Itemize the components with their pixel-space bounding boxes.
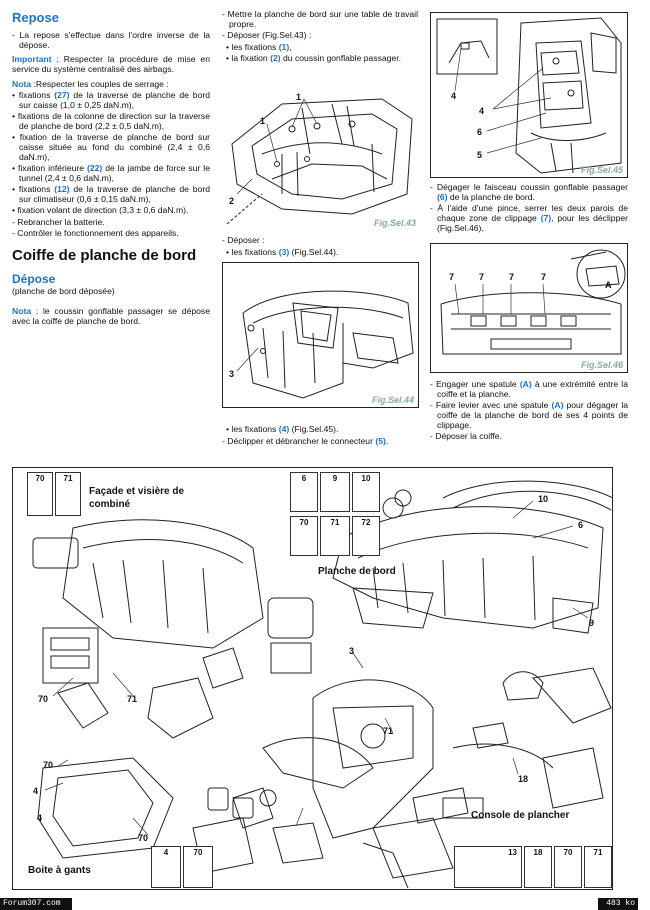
figure-43: [222, 84, 420, 230]
callout-7: 7: [479, 272, 485, 282]
repose-text: - La repose s'effectue dans l'ordre inverse de la dépose.: [12, 30, 211, 51]
mid-step-3-item: • les fixations (3) (Fig.Sel.44).: [226, 246, 339, 257]
part-tile: 10: [352, 472, 380, 512]
callout-a: A: [605, 280, 612, 290]
fig-label: Fig.Sel.45: [580, 164, 623, 175]
right-step-2: - À l'aide d'une pince, serrer les deux parois de chaque zone de clippage (7), pour les déclipper (Fig.Sel.46).: [430, 202, 628, 233]
callout: 70: [138, 833, 149, 843]
figure-46: [430, 243, 628, 373]
callout-5: 5: [477, 150, 483, 160]
callout-7: 7: [449, 272, 455, 282]
label-planche: Planche de bord: [318, 566, 396, 577]
middle-column-3: [222, 425, 418, 449]
middle-column-2: [222, 236, 418, 260]
part-tile: 71: [320, 516, 350, 556]
torque-item: • fixation volant de direction (3,3 ± 0,6 daN.m).: [12, 204, 189, 215]
callout-2: 2: [229, 196, 235, 206]
callout: 9: [589, 618, 595, 628]
part-tile: 70: [290, 516, 318, 556]
label-facade: Façade et visière de combiné: [89, 486, 185, 510]
callout-7: 7: [509, 272, 515, 282]
fig-label: Fig.Sel.46: [580, 359, 623, 370]
label-boite: Boite à gants: [28, 865, 91, 876]
mid-step-5: - Déclipper et débrancher le connecteur (5).: [222, 435, 389, 446]
callout: 71: [383, 726, 394, 736]
part-tile: 71: [584, 846, 612, 888]
final-steps: [12, 218, 210, 239]
callout: 70: [43, 760, 54, 770]
right-step-5: - Déposer la coiffe.: [430, 430, 502, 441]
final-step: - Rebrancher la batterie.: [12, 216, 105, 227]
torque-item: • fixation inférieure (22) de la jambe de force sur le tunnel (2,4 ± 0,6 daN.m),: [12, 162, 210, 183]
callout-1: 1: [260, 116, 266, 126]
mid-step-4-item: • les fixations (4) (Fig.Sel.45).: [226, 424, 339, 434]
callout: 18: [518, 774, 529, 784]
part-tile: 18: [524, 846, 552, 888]
depose-sub: (planche de bord déposée): [12, 285, 115, 296]
right-column: [430, 183, 628, 236]
callout-4: 4: [451, 91, 457, 101]
fig-label: Fig.Sel.43: [373, 217, 416, 228]
final-step: - Contrôler le fonctionnement des appareils.: [12, 227, 179, 238]
exploded-view: [12, 467, 613, 890]
callout-1: 1: [296, 92, 302, 102]
depose-title: Dépose: [12, 271, 56, 286]
callout-4: 4: [479, 106, 485, 116]
part-tile: 9: [320, 472, 350, 512]
part-tile: 70: [554, 846, 582, 888]
repose-title: Repose: [12, 10, 59, 25]
callout: 71: [127, 694, 138, 704]
part-tile: 70: [183, 846, 213, 888]
mid-step-2: - Déposer (Fig.Sel.43) :: [222, 29, 312, 40]
nota-airbag: Nota : le coussin gonflable passager se dépose avec la coiffe de planche de bord.: [12, 305, 210, 326]
footer-size: 483 ko: [598, 898, 638, 910]
footer-site: Forum307.com: [0, 898, 72, 910]
figure-44: [222, 262, 419, 408]
callout: 3: [349, 646, 355, 656]
mid-step-2-item: • les fixations (1),: [226, 41, 292, 52]
part-tile: 6: [290, 472, 318, 512]
torque-item: • fixations (27) de la traverse de planche de bord sur caisse (1,0 ± 0,25 daN.m),: [12, 89, 210, 110]
callout: 70: [38, 694, 49, 704]
right-step-1: - Dégager le faisceau coussin gonflable passager (6) de la planche de bord.: [430, 182, 629, 202]
part-tile: 4: [151, 846, 181, 888]
middle-column: [222, 10, 418, 66]
torque-item: • fixations de la colonne de direction sur la traverse de planche de bord (2,2 ± 0,5 daN.m),: [12, 110, 210, 131]
callout: 4: [37, 813, 43, 823]
right-column-2: [430, 380, 628, 444]
mid-step-2-item: • la fixation (2) du coussin gonflable passager.: [226, 52, 402, 63]
important-note: Important : Respecter la procédure de mise en service du système centralisé des airbags.: [12, 54, 210, 74]
callout-6: 6: [477, 127, 483, 137]
fig-label: Fig.Sel.44: [371, 394, 414, 405]
callout: 10: [538, 494, 549, 504]
callout-7: 7: [541, 272, 547, 282]
nota-torques: Nota :Respecter les couples de serrage :: [12, 78, 169, 89]
torque-list: [12, 91, 210, 216]
callout-3: 3: [229, 369, 235, 379]
coiffe-title: Coiffe de planche de bord: [12, 247, 197, 265]
left-column: [12, 10, 210, 332]
right-step-3: - Engager une spatule (A) à une extrémité entre la coiffe et la planche.: [430, 379, 628, 399]
figure-45: [430, 12, 628, 178]
part-tile: 72: [352, 516, 380, 556]
part-tile: 70: [27, 472, 53, 516]
torque-item: • fixations (12) de la traverse de planche de bord sur climatiseur (0,6 ± 0,15 daN.m),: [12, 183, 210, 204]
part-tile: 71: [55, 472, 81, 516]
callout: 4: [33, 786, 39, 796]
torque-item: • fixation de la traverse de planche de bord sur caisse située au fond du combiné (2,4 ± 0,6 daN.m),: [12, 131, 210, 162]
callout: 6: [578, 520, 584, 530]
label-console: Console de plancher: [471, 810, 570, 821]
mid-step-3: - Déposer :: [222, 235, 265, 245]
mid-step-1: - Mettre la planche de bord sur une table de travail propre.: [222, 9, 419, 29]
part-tile: 13: [454, 846, 522, 888]
right-step-4: - Faire levier avec une spatule (A) pour dégager la coiffe de la planche de bord de ses 4 points de clippage.: [430, 399, 629, 430]
